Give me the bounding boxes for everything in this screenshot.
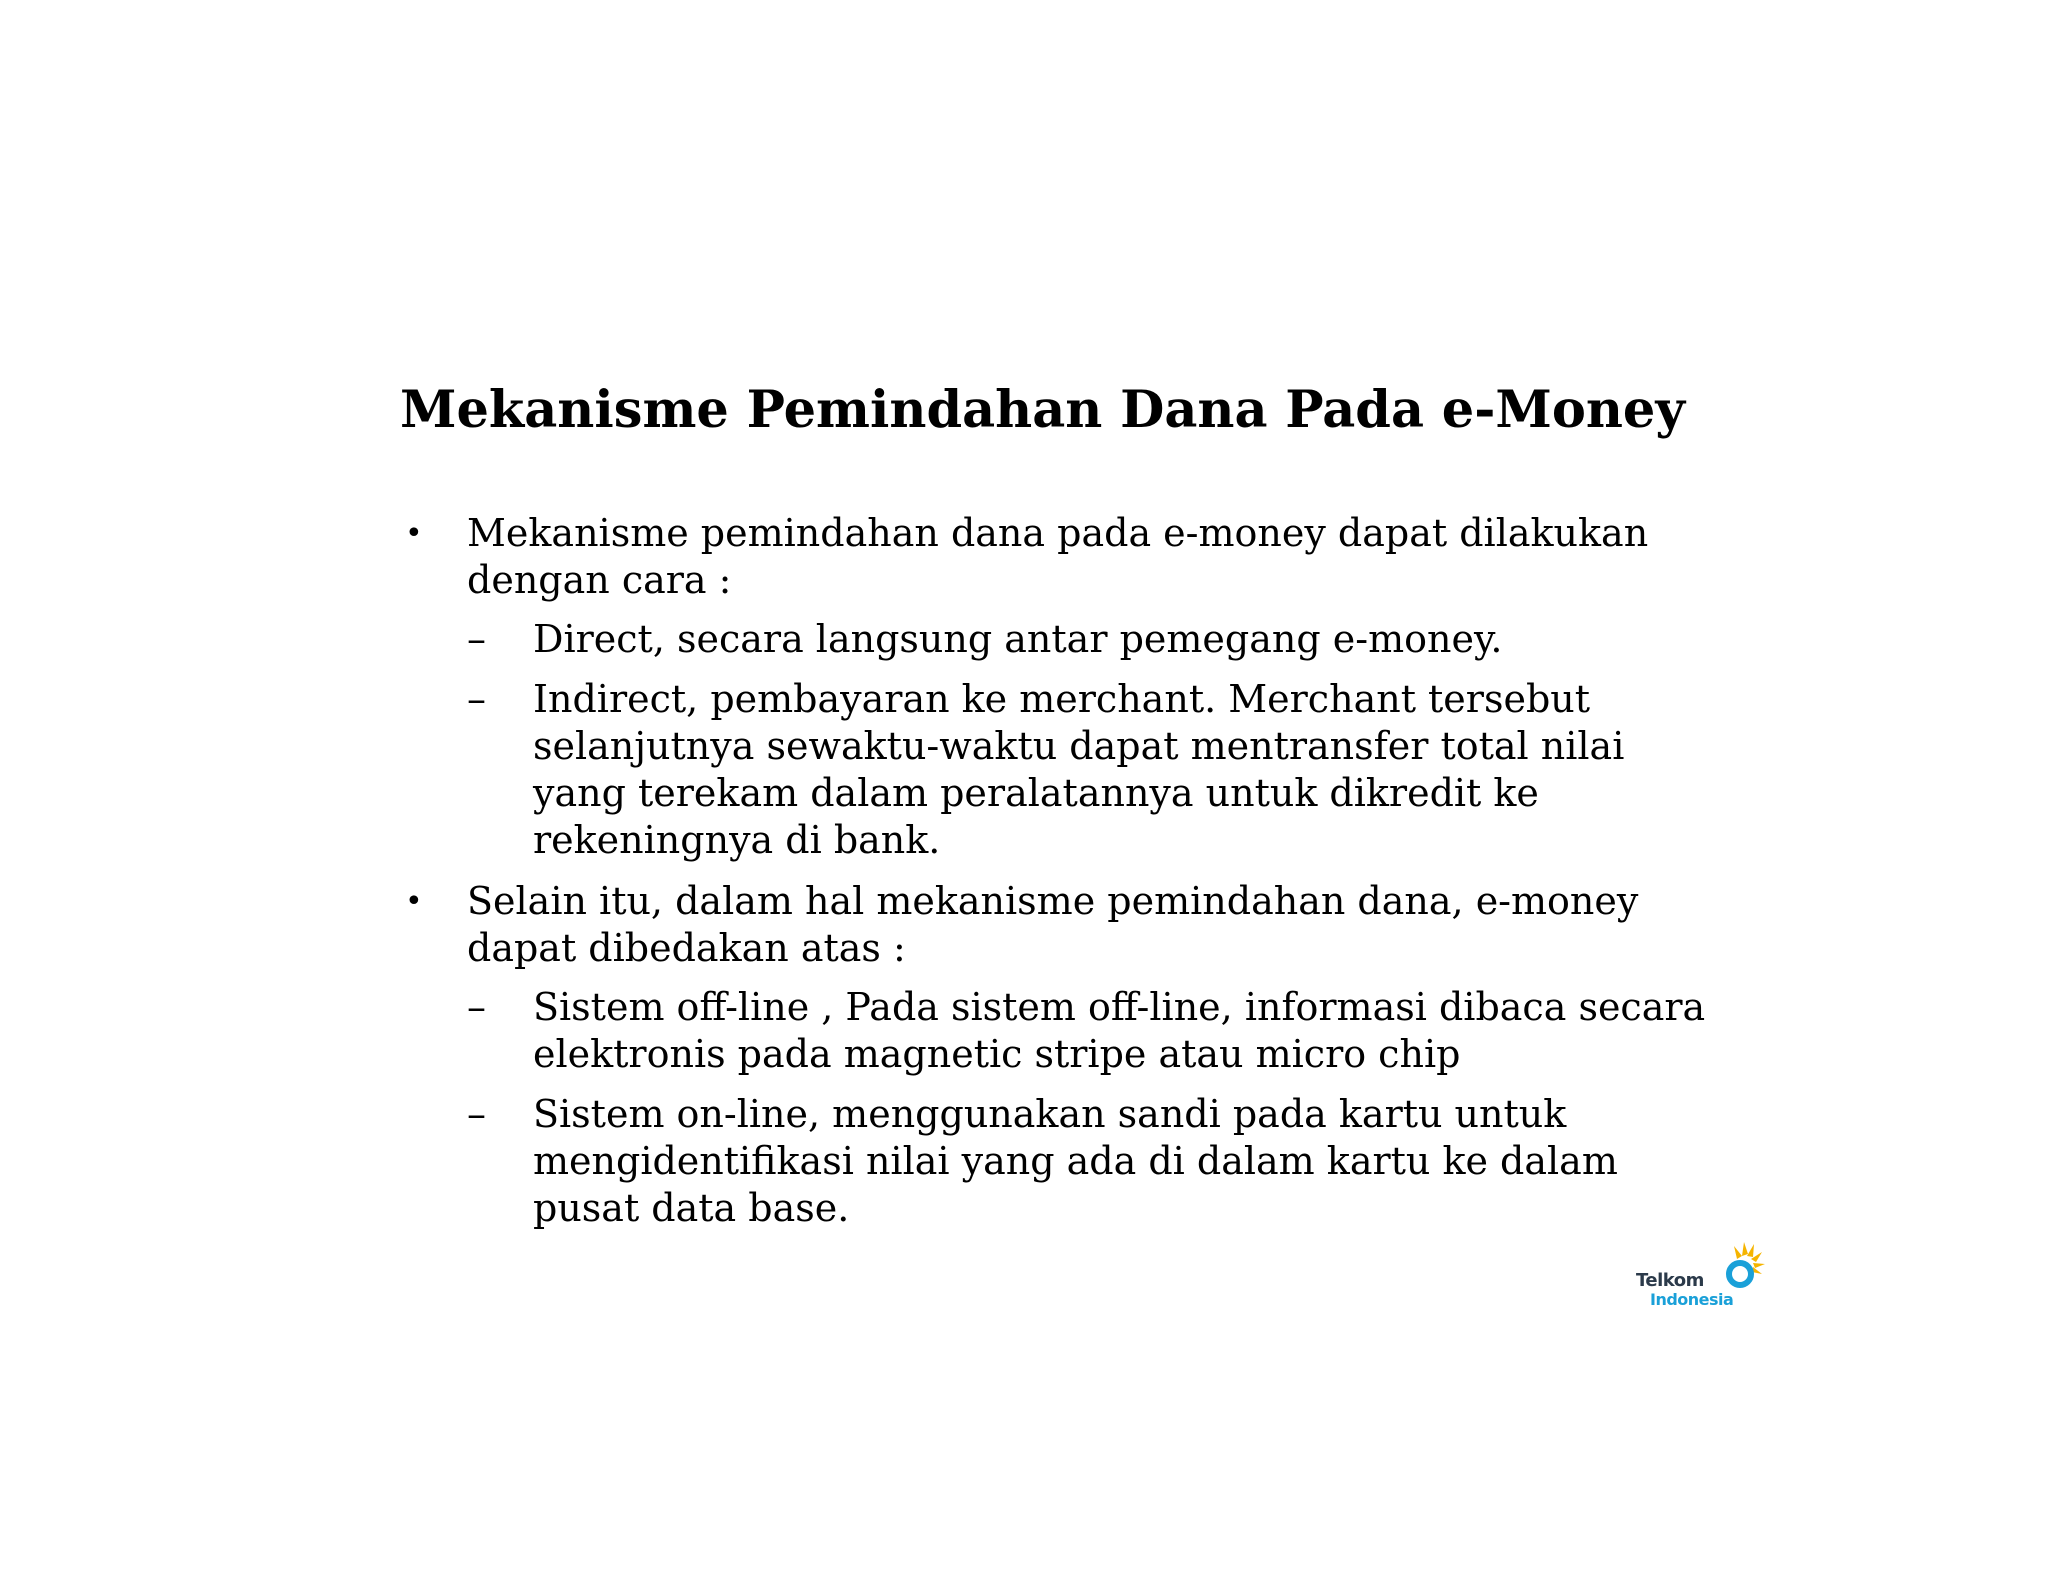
sub-item-text: Indirect, pembayaran ke merchant. Merchant tersebut selanjutnya sewaktu-waktu dapat mentransfer total nilai yang terekam dalam peralatannya untuk dikredit ke rekeningnya di bank. [533, 677, 1625, 862]
dash-marker: – [467, 1092, 486, 1136]
sub-item-text: Direct, secara langsung antar pemegang e-money. [533, 617, 1503, 661]
logo-text-indonesia: Indonesia [1650, 1290, 1734, 1309]
bullet-text: Mekanisme pemindahan dana pada e-money dapat dilakukan dengan cara : [467, 511, 1649, 602]
dash-marker: – [467, 617, 486, 661]
logo-text-telkom: Telkom [1636, 1270, 1704, 1291]
dash-marker: – [467, 677, 486, 721]
slide-content [405, 510, 1725, 1245]
bullet-text: Selain itu, dalam hal mekanisme pemindahan dana, e-money dapat dibedakan atas : [467, 879, 1639, 970]
sub-item [467, 676, 1725, 864]
bullet-item [405, 878, 1725, 1232]
bullet-marker: • [405, 884, 423, 919]
sub-item [467, 1091, 1725, 1232]
bullet-item [405, 510, 1725, 864]
sub-item [467, 616, 1725, 663]
sub-item-text: Sistem off-line , Pada sistem off-line, informasi dibaca secara elektronis pada magnetic stripe atau micro chip [533, 985, 1706, 1076]
sub-list [467, 984, 1725, 1232]
telkom-indonesia-logo [1636, 1236, 1766, 1316]
bullet-marker: • [405, 516, 423, 551]
dash-marker: – [467, 985, 486, 1029]
slide-title: Mekanisme Pemindahan Dana Pada e-Money [400, 380, 1686, 440]
sub-item-text: Sistem on-line, menggunakan sandi pada kartu untuk mengidentifikasi nilai yang ada di dalam kartu ke dalam pusat data base. [533, 1092, 1618, 1230]
sub-list [467, 616, 1725, 864]
sun-ring-icon [1704, 1236, 1766, 1298]
sub-item [467, 984, 1725, 1078]
